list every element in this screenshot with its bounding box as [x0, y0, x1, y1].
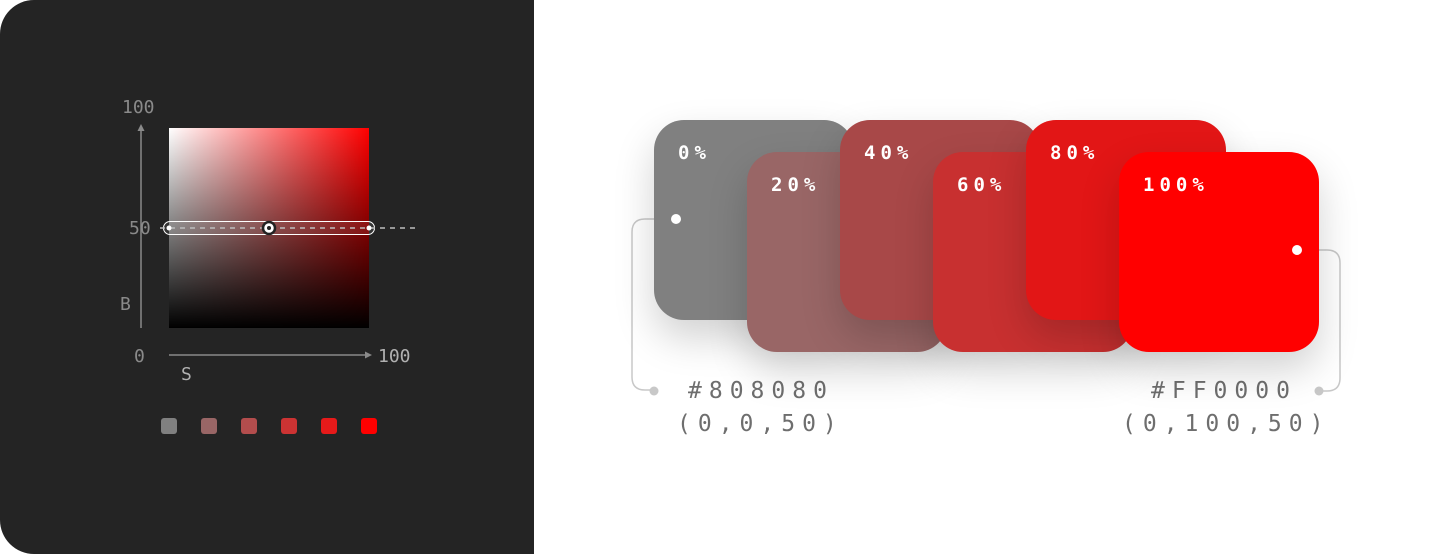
right-connector-start-dot [1292, 245, 1302, 255]
card-80-label: 80% [1050, 142, 1100, 164]
y-axis-max-label: 100 [122, 97, 155, 118]
card-20-label: 20% [771, 174, 821, 196]
card-40-label: 40% [864, 142, 914, 164]
y-axis-label: B [120, 294, 131, 315]
origin-label: 0 [134, 346, 145, 367]
card-100-label: 100% [1143, 174, 1209, 196]
end-hsb-value: (0,100,50) [1122, 411, 1331, 437]
x-axis-label: S [181, 364, 192, 385]
x-axis-max-label: 100 [378, 346, 411, 367]
card-60-label: 60% [957, 174, 1007, 196]
card-0-label: 0% [678, 142, 711, 164]
start-hsb-value: (0,0,50) [677, 411, 844, 437]
start-hex-code: #808080 [688, 378, 834, 404]
y-axis-mid-label: 50 [129, 218, 151, 239]
left-connector-start-dot [671, 214, 681, 224]
end-hex-code: #FF0000 [1151, 378, 1297, 404]
